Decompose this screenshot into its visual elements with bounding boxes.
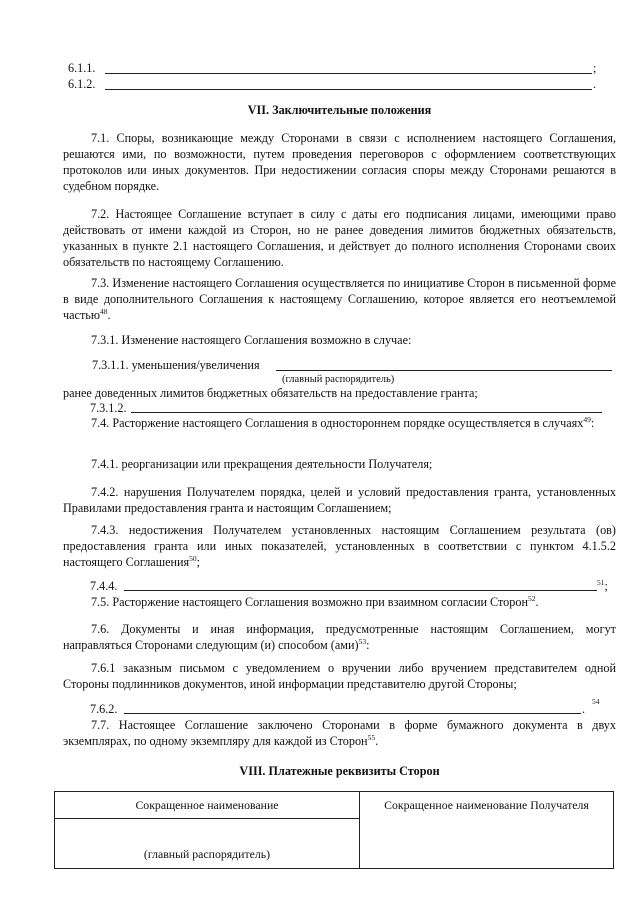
footnote-50: 50: [189, 554, 197, 563]
item-7-6-2-end: .: [582, 702, 586, 716]
item-6-1-1-blank: [105, 73, 592, 74]
item-7-6-2-blank: [124, 713, 581, 714]
paragraph-7-4-3: [63, 522, 616, 570]
paragraph-7-6: [63, 621, 616, 653]
item-7-3-1-1-blank: [276, 370, 612, 371]
paragraph-7-4-text: 7.4. Расторжение настоящего Соглашения в одностороннем порядке осуществляется в случаях: [91, 416, 584, 430]
left-party-header: Сокращенное наименование: [55, 792, 360, 819]
paragraph-7-4-end: :: [590, 416, 595, 430]
item-6-1-1-number: 6.1.1.: [68, 61, 96, 75]
item-7-3-1-1-hint: (главный распорядитель): [282, 374, 395, 385]
paragraph-7-1: 7.1. Споры, возникающие между Сторонами в связи с исполнением настоящего Соглашения, решаются ими, по возможности, путем проведения переговоров с оформлением соответствующих протоколов или иных документов. При недостижении согласия споры между Сторонами решаются в судебном порядке.: [63, 131, 616, 193]
paragraph-7-5-text: 7.5. Расторжение настоящего Соглашения возможно при взаимном согласии Сторон: [91, 595, 528, 609]
footnote-55: 55: [367, 733, 376, 742]
left-party-hint: (главный распорядитель): [55, 819, 360, 869]
footnote-54: 54: [592, 697, 600, 706]
footnote-51: 51: [597, 578, 605, 587]
item-7-3-1-1-continuation: ранее доведенных лимитов бюджетных обязательств на предоставление гранта;: [63, 386, 478, 400]
footnote-48: 48: [99, 307, 108, 316]
item-7-3-1-2-blank: [131, 412, 602, 413]
footnote-53: 53: [358, 637, 367, 646]
paragraph-7-6-text: 7.6. Документы и иная информация, предусмотренные настоящим Соглашением, могут направляться Сторонами следующим (и) способом (ами): [63, 622, 616, 652]
paragraph-7-7-text: 7.7. Настоящее Соглашение заключено Сторонами в форме бумажного документа в двух экземплярах, по одному экземпляру для каждой из Сторон: [63, 718, 616, 748]
paragraph-7-3: [63, 275, 616, 323]
payment-details-table: [54, 791, 614, 869]
item-7-3-1-2-label: 7.3.1.2.: [90, 401, 127, 415]
paragraph-7-3-1: 7.3.1. Изменение настоящего Соглашения возможно в случае:: [91, 333, 412, 347]
paragraph-7-4: [63, 415, 616, 431]
paragraph-7-6-end: :: [366, 638, 370, 652]
paragraph-7-4-3-text: 7.4.3. недостижения Получателем установленных настоящим Соглашением результата (ов) предоставления гранта или иных показателей, установленных в соответствии с пунктом 4.1.5.2 настоящего Соглашения: [63, 523, 616, 569]
item-7-4-4-blank: [124, 590, 597, 591]
paragraph-7-5-end: .: [535, 595, 539, 609]
paragraph-7-3-text: 7.3. Изменение настоящего Соглашения осуществляется по инициативе Сторон в письменной форме в виде дополнительного Соглашения к настоящему Соглашению, которое является его неотъемлемой частью: [63, 276, 616, 322]
paragraph-7-5: [63, 594, 616, 610]
section-8-title: VIII. Платежные реквизиты Сторон: [239, 764, 440, 778]
footnote-49: 49: [583, 415, 591, 424]
right-party-header: Сокращенное наименование Получателя: [360, 792, 614, 869]
item-7-3-1-1-label: 7.3.1.1. уменьшения/увеличения: [92, 358, 260, 372]
item-7-4-4-label: 7.4.4.: [90, 579, 118, 593]
paragraph-7-4-2: 7.4.2. нарушения Получателем порядка, целей и условий предоставления гранта, установленных Правилами предоставления гранта и настоящим Соглашением;: [63, 485, 616, 515]
footnote-52: 52: [527, 594, 536, 603]
item-6-1-1-end: ;: [593, 61, 597, 75]
paragraph-7-4-1: 7.4.1. реорганизации или прекращения деятельности Получателя;: [91, 457, 433, 471]
paragraph-7-4-3-end: ;: [196, 555, 201, 569]
section-7-title: VII. Заключительные положения: [247, 103, 432, 117]
item-6-1-2-end: .: [593, 77, 597, 91]
paragraph-7-3-end: .: [107, 308, 111, 322]
paragraph-7-6-1: 7.6.1 заказным письмом с уведомлением о вручении либо вручением представителем одной Стороны подлинников документов, иной информации представителю другой Стороны;: [63, 661, 616, 691]
paragraph-7-7-end: .: [375, 734, 379, 748]
item-6-1-2-blank: [105, 89, 592, 90]
item-7-6-2-label: 7.6.2.: [90, 702, 118, 716]
item-7-4-4-end: [597, 578, 608, 594]
item-7-4-4-semicolon: ;: [604, 579, 608, 593]
paragraph-7-2: 7.2. Настоящее Соглашение вступает в силу с даты его подписания лицами, имеющими право действовать от имени каждой из Сторон, но не ранее доведения лимитов бюджетных обязательств, указанных в пункте 2.1 настоящего Соглашения, и действует до полного исполнения Сторонами своих обязательств по настоящему Соглашению.: [63, 207, 616, 269]
item-6-1-2-number: 6.1.2.: [68, 77, 96, 91]
paragraph-7-7: [63, 717, 616, 749]
